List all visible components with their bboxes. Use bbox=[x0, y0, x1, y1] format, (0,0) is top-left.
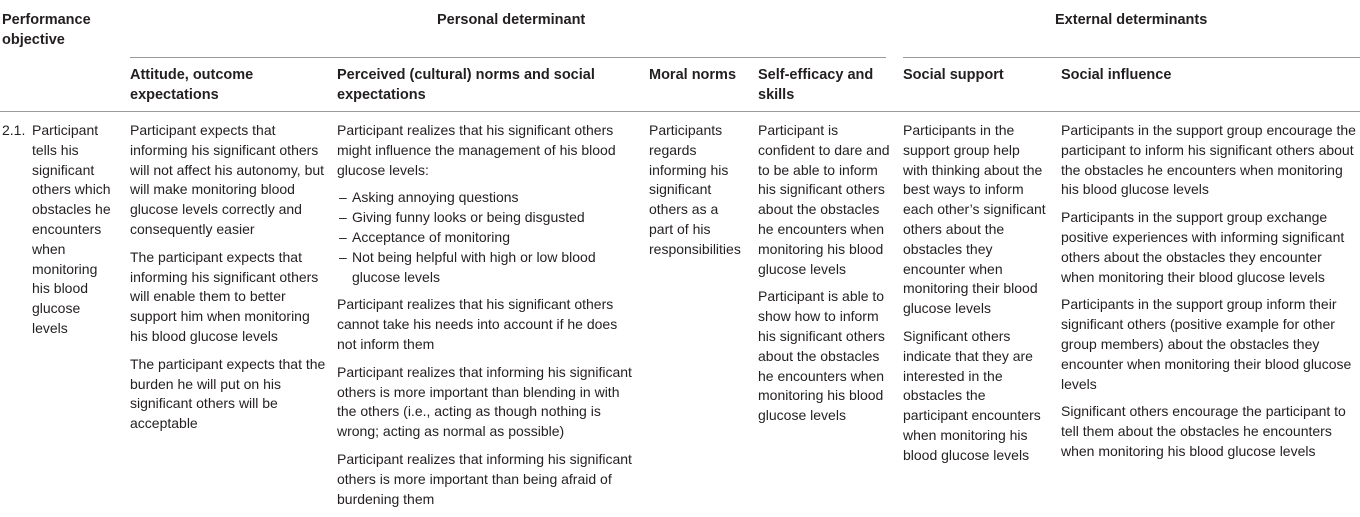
social-influence-paragraph: Participants in the support group exchange positive experiences with informing significant others about the obstacles they encounter when monitoring their blood glucose levels bbox=[1061, 209, 1345, 285]
social-support-cell bbox=[903, 121, 1047, 474]
self-efficacy-cell bbox=[758, 121, 890, 434]
objective-text: Participant tells his significant others which obstacles he encounters when monitoring his blood glucose levels bbox=[32, 122, 111, 336]
attitude-paragraph: The participant expects that the burden he will put on his significant others will be acceptable bbox=[130, 355, 326, 432]
social-support-paragraph: Participants in the support group help with thinking about the best ways to inform each other’s significant others about the obstacles they encounter when monitoring their blood glucose levels bbox=[903, 122, 1046, 317]
header-perceived-norms: Perceived (cultural) norms and social expectations bbox=[337, 67, 595, 103]
external-group-rule bbox=[903, 57, 1360, 58]
norms-paragraph: Participant realizes that his significant others cannot take his needs into account if he does not inform them bbox=[337, 296, 618, 352]
self-efficacy-paragraph: Participant is confident to dare and to be able to inform his significant others about the obstacles he encounters when monitoring his blood glucose levels bbox=[758, 122, 890, 277]
header-attitude: Attitude, outcome expectations bbox=[130, 67, 254, 103]
norms-intro: Participant realizes that his significant others might influence the management of his blood glucose levels: bbox=[337, 122, 616, 178]
social-influence-paragraph: Significant others encourage the participant to tell them about the obstacles he encounters when monitoring his blood glucose levels bbox=[1061, 403, 1346, 459]
social-influence-paragraph: Participants in the support group encourage the participant to inform his significant others about the obstacles he encounters when monitoring his blood glucose levels bbox=[1061, 122, 1356, 198]
moral-norms-cell bbox=[649, 121, 745, 268]
header-self-efficacy: Self-efficacy and skills bbox=[758, 67, 874, 103]
attitude-paragraph: The participant expects that informing his significant others will enable them to better support him when monitoring his blood glucose levels bbox=[130, 248, 319, 344]
objective-number: 2.1. bbox=[2, 122, 26, 138]
norms-paragraph: Participant realizes that informing his significant others is more important than being afraid of burdening them bbox=[337, 450, 632, 507]
list-item: – Giving funny looks or being disgusted bbox=[337, 208, 637, 228]
self-efficacy-paragraph: Participant is able to show how to inform his significant others about the obstacles he encounters when monitoring his blood glucose levels bbox=[758, 288, 885, 424]
moral-norms-paragraph: Participants regards informing his significant others as a part of his responsibilities bbox=[649, 122, 741, 257]
social-influence-paragraph: Participants in the support group inform their significant others (positive example for other group members) about the obstacles they encounter when monitoring their blood glucose levels bbox=[1061, 296, 1352, 392]
header-external-determinants: External determinants bbox=[1055, 12, 1208, 28]
header-personal-determinant: Personal determinant bbox=[437, 12, 586, 28]
header-moral-norms: Moral norms bbox=[649, 67, 737, 83]
header-social-influence: Social influence bbox=[1061, 67, 1172, 83]
social-support-paragraph: Significant others indicate that they are interested in the obstacles the participant encounters when monitoring his blood glucose levels bbox=[903, 327, 1041, 463]
performance-objective-cell bbox=[2, 121, 114, 339]
header-performance-objective: Performance objective bbox=[2, 12, 91, 48]
norms-paragraph: Participant realizes that informing his significant others is more important than blending in with the others (i.e., acting as though nothing is wrong; acting as normal as possible) bbox=[337, 363, 632, 440]
header-social-support: Social support bbox=[903, 67, 1004, 83]
norms-bullet-list bbox=[337, 188, 637, 287]
list-item: – Asking annoying questions bbox=[337, 188, 637, 208]
perceived-norms-cell bbox=[337, 121, 637, 517]
social-influence-cell bbox=[1061, 121, 1357, 470]
header-bottom-rule bbox=[0, 111, 1360, 112]
personal-group-rule bbox=[130, 57, 886, 58]
list-item: – Acceptance of monitoring bbox=[337, 228, 637, 248]
list-item: – Not being helpful with high or low blood glucose levels bbox=[337, 248, 637, 288]
attitude-cell bbox=[130, 121, 326, 442]
attitude-paragraph: Participant expects that informing his significant others will not affect his autonomy, but will make monitoring blood glucose levels correctly and consequently easier bbox=[130, 122, 325, 237]
